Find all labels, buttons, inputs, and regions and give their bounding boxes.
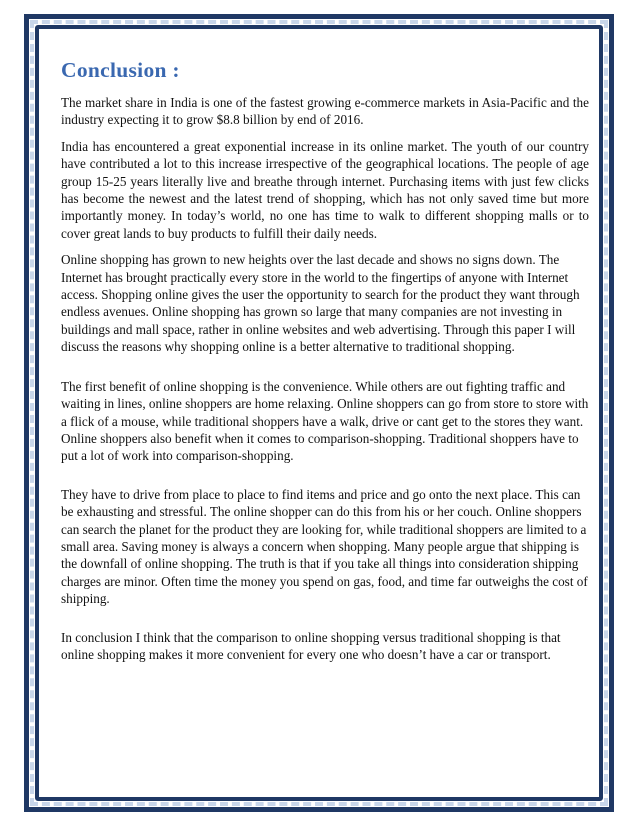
paragraph-india-growth: India has encountered a great exponential increase in its online market. The youth of our country have contributed a lot to this increase irrespective of the geographical locations. The people of age group 15-25 years literally live and breathe through internet. Purchasing items with just few clicks has become the newest and the latest trend of shopping, which has not only saved time but more importantly money. In today’s world, no one has time to walk to different shopping malls or to cover great lands to buy products to fulfill their daily needs. [61,138,589,241]
paragraph-market-share: The market share in India is one of the fastest growing e-commerce markets in Asia-Pacific and the industry expecting it to grow $8.8 billion by end of 2016. [61,95,589,128]
paragraph-final-conclusion: In conclusion I think that the comparison to online shopping versus traditional shopping is that online shopping makes it more convenient for every one who doesn’t have a car or transport. [61,629,561,662]
paragraph-comparison: They have to drive from place to place to find items and price and go onto the next place. This can be exhausting and stressful. The online shopper can do this from his or her couch. Online shoppers can search the planet for the product they are looking for, while traditional shoppers are limited to a small area. Saving money is always a concern when shopping. Many people argue that shipping is the downfall of online shopping. The truth is that if you take all things into consideration shipping charges are minor. Often time the money you spend on gas, food, and time far outweighs the cost of shipping. [61,486,588,607]
page-title: Conclusion : [61,58,180,82]
paragraph-convenience: The first benefit of online shopping is the convenience. While others are out fighting traffic and waiting in lines, online shoppers are home relaxing. Online shoppers can go from store to store with a flick of a mouse, while traditional shoppers have a walk, drive or cant get to the stores they want. Online shoppers also benefit when it comes to comparison-shopping. Traditional shoppers have to put a lot of work into comparison-shopping. [61,378,589,464]
paragraph-online-heights: Online shopping has grown to new heights over the last decade and shows no signs down. The Internet has brought practically every store in the world to the fingertips of anyone with Internet access. Shopping online gives the user the opportunity to search for the product they want through endless avenues. Online shopping has grown so large that many companies are not investing in buildings and mall space, rather in online websites and web advertising. Through this paper I will discuss the reasons why shopping online is a better alternative to traditional shopping. [61,252,580,355]
document-body [61,58,589,677]
